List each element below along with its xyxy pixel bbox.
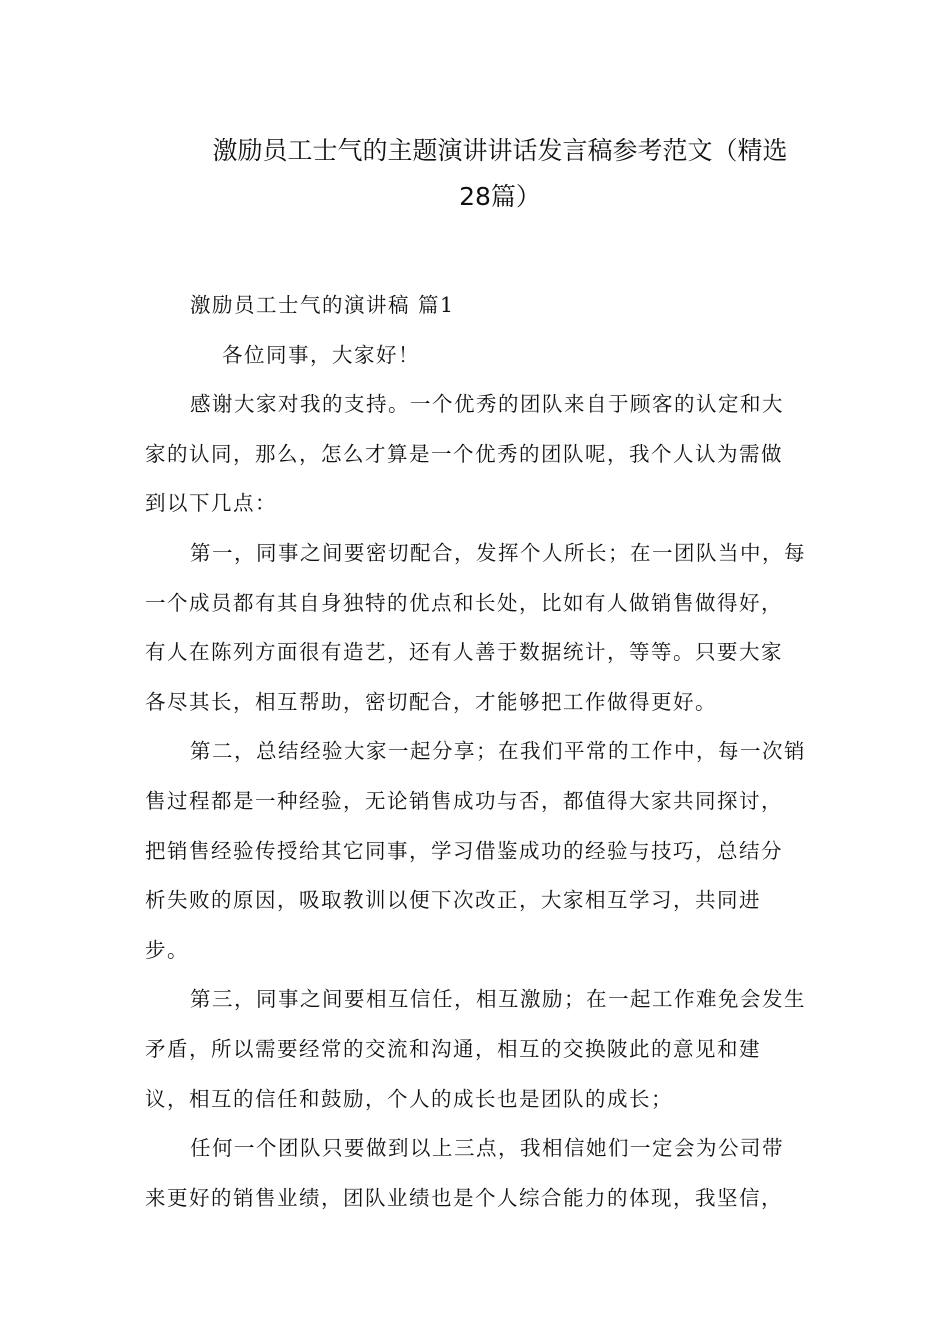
paragraph-line: 第二，总结经验大家一起分享；在我们平常的工作中，每一次销	[190, 739, 806, 764]
paragraph-line: 家的认同，那么，怎么才算是一个优秀的团队呢，我个人认为需做	[145, 441, 783, 466]
paragraph-line: 到以下几点：	[145, 491, 277, 516]
paragraph-line: 来更好的销售业绩，团队业绩也是个人综合能力的体现，我坚信，	[145, 1185, 783, 1210]
paragraph-line: 第三，同事之间要相互信任，相互激励；在一起工作难免会发生	[190, 987, 806, 1012]
paragraph-line: 一个成员都有其自身独特的优点和长处，比如有人做销售做得好，	[145, 590, 783, 615]
document-title	[120, 128, 880, 220]
paragraph-line: 矛盾，所以需要经常的交流和沟通，相互的交换陂此的意见和建	[145, 1036, 761, 1061]
paragraph-line: 析失败的原因，吸取教训以便下次改正，大家相互学习，共同进	[145, 888, 761, 913]
paragraph-line: 售过程都是一种经验，无论销售成功与否，都值得大家共同探讨，	[145, 788, 783, 813]
document-body	[145, 281, 810, 1223]
paragraph-line: 有人在陈列方面很有造艺，还有人善于数据统计，等等。只要大家	[145, 640, 783, 665]
title-line-2: 28篇）	[459, 182, 541, 211]
greeting: 各位同事，大家好！	[222, 342, 420, 367]
paragraph-line: 把销售经验传授给其它同事，学习借鉴成功的经验与技巧，总结分	[145, 838, 783, 863]
paragraph-line: 议，相互的信任和鼓励，个人的成长也是团队的成长；	[145, 1086, 673, 1111]
title-line-1: 激励员工士气的主题演讲讲话发言稿参考范文（精选	[212, 136, 788, 165]
paragraph-line: 第一，同事之间要密切配合，发挥个人所长；在一团队当中，每	[190, 540, 806, 565]
paragraph-line: 各尽其长，相互帮助，密切配合，才能够把工作做得更好。	[145, 689, 717, 714]
section-heading: 激励员工士气的演讲稿 篇1	[190, 293, 455, 317]
paragraph-line: 感谢大家对我的支持。一个优秀的团队来自于顾客的认定和大	[190, 392, 784, 417]
paragraph-line: 任何一个团队只要做到以上三点，我相信她们一定会为公司带	[190, 1136, 784, 1161]
paragraph-line: 步。	[145, 937, 189, 962]
